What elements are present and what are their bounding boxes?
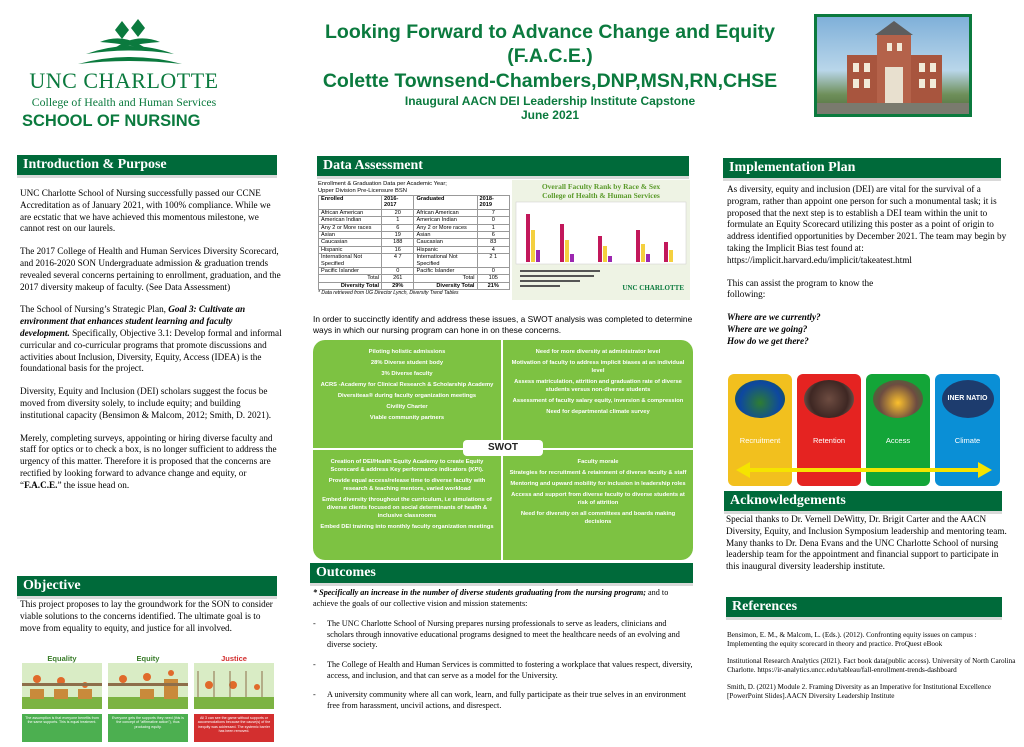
panel-label: Equality (47, 654, 77, 663)
title-line-1: Looking Forward to Advance Change and Equity (325, 21, 775, 43)
enrollment-table (318, 195, 510, 290)
column-header: 2018- 2019 (477, 196, 510, 210)
intro-paragraph: Merely, completing surveys, appointing or hiring diverse faculty and staff for optics or to check a box, is no longer sufficient to address the urgency of this matter. Therefore it is proposed that the concerns are rectified by looking forward to advance change and equity, or “F.A.C.E.” the issue head on. (20, 432, 277, 490)
table-row: Caucasian 188 Caucasian 83 (319, 239, 510, 246)
implicit-bias-link[interactable]: https://implicit.harvard.edu/implicit/takeatest.html (727, 254, 912, 265)
school-name: SCHOOL OF NURSING (22, 112, 201, 130)
column-header: 2016- 2017 (382, 196, 414, 210)
intro-heading: Introduction & Purpose (17, 155, 277, 178)
pillar-label: Access (885, 436, 911, 445)
title-line-2: (F.A.C.E.) (507, 45, 593, 67)
pillar-label: Recruitment (739, 436, 781, 445)
column-header: Enrolled (319, 196, 382, 210)
panel-caption: Everyone gets the supports they need (this is the concept of "affirmative action"), thus producing equity. (108, 714, 188, 742)
double-arrow-icon (728, 458, 1000, 482)
implementation-heading: Implementation Plan (723, 158, 1001, 181)
crown-icon (18, 12, 243, 72)
opportunities-quadrant (313, 450, 501, 560)
acknowledgements-heading: Acknowledgements (724, 491, 1002, 514)
swot-item: Embed DEI training into monthly faculty organization meetings (320, 524, 494, 530)
poster-title (280, 20, 820, 122)
table-row: Pacific Islander 0 Pacific Islander 0 (319, 268, 510, 275)
recruitment-photo (735, 380, 785, 418)
table-footnote: * Data retrieved from UG Director Lynch, Diversity Trend Tables (318, 290, 459, 297)
intro-body (20, 188, 282, 492)
swot-item: Strategies for recruitment & retainment of diverse faculty & staff (509, 470, 687, 476)
table-row: Diversity Total 29% Diversity Total 21% (319, 282, 510, 289)
data-assessment-heading: Data Assessment (317, 156, 689, 179)
column-header: Graduated (414, 196, 477, 210)
table-row: Total 261 Total 105 (319, 275, 510, 282)
swot-item: Assessment of faculty salary equity, inversion & compression (512, 398, 684, 404)
reference-item: Smith, D. (2021) Module 2. Framing Diversity as an Imperative for Institutional Excellence [PowerPoint Slides].AACN Diversity Leadership Institute (727, 683, 992, 700)
swot-item: ACRS -Academy for Clinical Research & Scholarship Academy (320, 382, 494, 388)
swot-item: 28% Diverse student body (370, 360, 444, 366)
implementation-paragraph: As diversity, equity and inclusion (DEI) are vital for the survival of a program, rather than appoint one person for such a monumental task; it is proposed that the next step is to establish a DEI team within the unit to formulate an Equity Scorecard utilizing this poster as a point of origin to address identified opportunities by December 2021. The team may begin by taking the Implicit Bias test found at: (727, 184, 1007, 253)
intro-paragraph: Diversity, Equity and Inclusion (DEI) scholars suggest the focus be moved from diversity solely, to include equity; and building institutional capacity (Bensimon & Malcom, 2012; Smith, D. 2021). (20, 386, 272, 420)
capstone-subtitle: Inaugural AACN DEI Leadership Institute Capstone (404, 94, 696, 108)
access-photo (873, 380, 923, 418)
swot-item: Diversiteas® during faculty organization meetings (337, 393, 477, 399)
implementation-body (727, 184, 1011, 348)
swot-item: Piloting holistic admissions (368, 349, 446, 355)
table-title: Upper Division Pre-Licensure BSN (318, 188, 407, 194)
swot-item: Access and support from diverse faculty to diverse students at risk of attrition (511, 492, 685, 506)
chart-title: Overall Faculty Rank by Race & Sex (541, 182, 661, 191)
references-list (727, 631, 1017, 701)
weaknesses-quadrant (503, 340, 693, 448)
table-row: International Not Specified 4 7 International Not Specified 2 1 (319, 254, 510, 268)
objective-heading: Objective (17, 576, 277, 599)
swot-item: Provide equal access/release time to diverse faculty with research & teaching mentors, varied workload (328, 478, 486, 492)
campus-building-photo (814, 14, 972, 117)
equity-panel (108, 654, 188, 740)
university-name: UNC CHARLOTTE (29, 68, 219, 93)
dei-pillars-graphic (728, 374, 1000, 486)
swot-item: Viable community partners (369, 415, 445, 421)
panel-label: Justice (221, 654, 247, 663)
author-line: Colette Townsend-Chambers,DNP,MSN,RN,CHSE (322, 70, 778, 92)
panel-caption: The assumption is that everyone benefits from the same supports. This is equal treatment. (22, 714, 102, 742)
swot-item: 3% Diverse faculty (381, 371, 433, 377)
outcome-item: - A university community where all can work, learn, and fully participate as their true selves in an environment free from harassment, uncivil actions, and disrespect. (313, 690, 687, 710)
retention-photo (804, 380, 854, 418)
intro-paragraph: The 2017 College of Health and Human Services Diversity Scorecard, and 2016-2020 SON Undergraduate admission & graduation trends revealed several concerns pertaining to enrollment, graduation, and the 2017 diversity makeup of faculty. (See Data Assessment) (20, 246, 281, 292)
table-header-row (319, 196, 510, 210)
intro-paragraph: UNC Charlotte School of Nursing successfully passed our CCNE Accreditation as of January 2021, with 100% compliance. While we are ecstatic that we have achieved this momentous milestone, we cannot rest on our laurels. (20, 188, 271, 234)
acknowledgement-paragraph: Many thanks to Dr. Dena Evans and the UNC Charlotte School of nursing leadership team for the appointment and financial support to participate in this inaugural diversity leadership institute. (726, 537, 999, 572)
swot-item: Mentoring and upward mobility for inclusion in leadership roles (510, 481, 686, 487)
swot-item: Creation of DEI/Health Equity Academy to create Equity Scorecard & address Key performance indicators (KPI). (330, 459, 484, 473)
reference-item: Bensimon, E. M., & Malcom, L. (Eds.). (2012). Confronting equity issues on campus : Implementing the equity scorecard in theory and practice. ProQuest eBook (727, 631, 977, 648)
references-heading: References (726, 597, 1002, 620)
intro-paragraph: The School of Nursing’s Strategic Plan, Goal 3: Cultivate an environment that enhances student learning and faculty development. Specifically, Objective 3.1: Develop formal and informal curricular and co-curricular programs that promote discussions and activities about Inclusion, Diversity, Equity, Access (IDEA) is the foundational basis for the project. (20, 304, 282, 374)
climate-photo (942, 380, 994, 418)
justice-panel (194, 654, 274, 740)
poster-date: June 2021 (520, 108, 580, 122)
swot-item: Motivation of faculty to address implicit biases at an individual level (511, 360, 685, 374)
outcomes-lead: * Specifically an increase in the number of diverse students graduating from the nursing program; and to achieve the goals of our collective vision and mission statements: (313, 588, 669, 608)
reference-item: Institutional Research Analytics (2021). Fact book data(public access). University of North Carolina Charlotte. https://ir-analytics.uncc.edu/tableau/fall-enrollment-trends-dashboard (727, 657, 1016, 674)
chart-logo: UNC CHARLOTTE (622, 284, 684, 292)
outcomes-heading: Outcomes (310, 563, 693, 586)
pillar-label: Climate (954, 436, 981, 445)
enrollment-table-block (318, 181, 510, 296)
faculty-rank-chart (512, 180, 690, 300)
table-row: Any 2 or More races 6 Any 2 or More races 1 (319, 224, 510, 231)
strengths-quadrant (313, 340, 501, 448)
swot-center-label: SWOT (463, 440, 543, 456)
panel-label: Equity (136, 654, 160, 663)
swot-item: Need for departmental climate survey (546, 409, 650, 415)
implementation-paragraph: This can assist the program to know the following: (727, 277, 874, 300)
table-row: American Indian 1 American Indian 0 (319, 217, 510, 224)
table-title: Enrollment & Graduation Data per Academic Year; (318, 181, 447, 187)
college-name: College of Health and Human Services (31, 95, 217, 109)
swot-item: Faculty morale (577, 459, 619, 465)
swot-item: Need for diversity on all committees and boards making decisions (520, 511, 676, 525)
panel-caption: All 3 can see the game without supports or accommodations because the cause(s) of the inequity was addressed. The systemic barrier has been removed. (194, 714, 274, 742)
swot-item: Embed diversity throughout the curriculum, i.e simulations of diverse clients focused on social determinants of health & inclusive classrooms (322, 497, 492, 519)
table-row: Hispanic 16 Hispanic 4 (319, 246, 510, 253)
question: Where are we currently? (727, 312, 821, 323)
question: How do we get there? (727, 335, 809, 346)
equality-panel (22, 654, 102, 740)
objective-text: This project proposes to lay the groundwork for the SON to consider viable solutions to the concerns identified. The ultimate goal is to move from equality to equity, and justice for all involved. (20, 599, 273, 633)
swot-diagram (313, 340, 693, 560)
outcome-item: - The UNC Charlotte School of Nursing prepares nursing professionals to serve as leaders, clinicians and scholars through innovative educational programs designed to meet the healthcare needs of an evolving and diverse society. (313, 619, 680, 650)
question: Where are we going? (727, 323, 808, 334)
climate-banner-text: INER NATIO (947, 395, 988, 402)
swot-intro: In order to succinctly identify and address these issues, a SWOT analysis was completed to determine ways in which our nursing program can hone in on these concerns. (313, 314, 693, 335)
outcomes-body (313, 588, 693, 711)
acknowledgement-paragraph: Special thanks to Dr. Vernell DeWitty, Dr. Brigit Carter and the AACN Diversity, Equity, and Inclusion Symposium leadership and mentoring team. (726, 514, 1007, 536)
swot-item: Assess matriculation, attrition and graduation rate of diverse students versus non-diverse students (514, 379, 682, 393)
outcome-item: - The College of Health and Human Services is committed to fostering a workplace that values respect, diversity, access, and inclusion, and that can serve as a model for the University. (313, 659, 693, 680)
university-logo (18, 12, 243, 132)
swot-item: Need for more diversity at administrator level (535, 349, 661, 355)
table-row: African American 20 African American 7 (319, 209, 510, 216)
pillar-label: Retention (812, 436, 846, 445)
threats-quadrant (503, 450, 693, 560)
chart-subtitle: College of Health & Human Services (542, 191, 660, 200)
acknowledgements-body (726, 514, 1012, 573)
equity-illustration (22, 654, 274, 740)
swot-item: Civility Charter (386, 404, 428, 410)
table-row: Asian 19 Asian 6 (319, 232, 510, 239)
